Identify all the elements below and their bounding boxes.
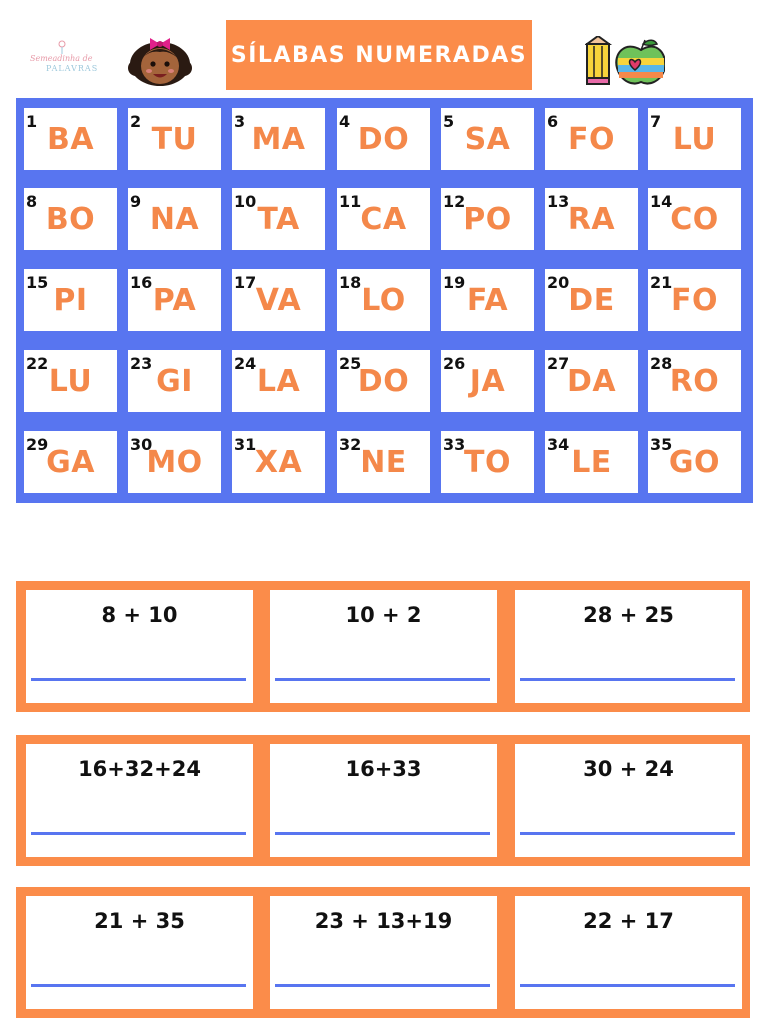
problem-card bbox=[515, 590, 742, 703]
syllable-cell bbox=[545, 431, 638, 493]
syllable-cell bbox=[24, 350, 117, 412]
syllable-number: 21 bbox=[650, 273, 673, 292]
flower-icon bbox=[56, 40, 68, 54]
syllable-cell bbox=[648, 269, 741, 331]
syllable-cell bbox=[128, 269, 221, 331]
syllable-cell bbox=[441, 269, 534, 331]
syllable-cell bbox=[648, 188, 741, 250]
syllable-text: VA bbox=[255, 283, 302, 318]
syllable-number: 26 bbox=[443, 354, 466, 373]
page-title: SÍLABAS NUMERADAS bbox=[230, 42, 528, 68]
syllable-cell bbox=[24, 108, 117, 170]
syllable-cell bbox=[24, 188, 117, 250]
answer-line[interactable] bbox=[275, 832, 490, 835]
syllable-cell bbox=[232, 269, 325, 331]
syllable-text: TU bbox=[151, 122, 198, 157]
syllable-number: 11 bbox=[339, 192, 362, 211]
syllable-cell bbox=[441, 108, 534, 170]
syllable-number: 1 bbox=[26, 112, 38, 131]
syllable-cell bbox=[232, 188, 325, 250]
syllable-text: LO bbox=[361, 283, 406, 318]
answer-line[interactable] bbox=[31, 984, 246, 987]
syllable-text: CO bbox=[670, 202, 719, 237]
answer-line[interactable] bbox=[275, 678, 490, 681]
syllable-text: MA bbox=[251, 122, 306, 157]
syllable-text: PO bbox=[463, 202, 512, 237]
syllable-cell bbox=[337, 350, 430, 412]
syllable-number: 14 bbox=[650, 192, 673, 211]
syllable-text: BO bbox=[45, 202, 96, 237]
syllable-number: 20 bbox=[547, 273, 570, 292]
syllable-cell bbox=[232, 108, 325, 170]
syllable-cell bbox=[24, 431, 117, 493]
syllable-text: GO bbox=[668, 445, 721, 480]
syllable-cell bbox=[545, 188, 638, 250]
syllable-text: LE bbox=[571, 445, 612, 480]
syllable-grid bbox=[16, 98, 753, 503]
problem-expression: 10 + 2 bbox=[345, 603, 422, 627]
problem-row bbox=[16, 581, 750, 712]
problem-card bbox=[515, 896, 742, 1009]
syllable-number: 17 bbox=[234, 273, 257, 292]
problem-card bbox=[270, 896, 497, 1009]
brand-logo bbox=[28, 40, 98, 80]
syllable-number: 13 bbox=[547, 192, 570, 211]
syllable-number: 5 bbox=[443, 112, 455, 131]
syllable-number: 22 bbox=[26, 354, 49, 373]
syllable-number: 19 bbox=[443, 273, 466, 292]
syllable-number: 23 bbox=[130, 354, 153, 373]
syllable-cell bbox=[545, 269, 638, 331]
syllable-number: 32 bbox=[339, 435, 362, 454]
syllable-text: DO bbox=[357, 364, 410, 399]
syllable-number: 28 bbox=[650, 354, 673, 373]
syllable-number: 33 bbox=[443, 435, 466, 454]
syllable-text: FO bbox=[671, 283, 718, 318]
syllable-number: 7 bbox=[650, 112, 662, 131]
syllable-text: NE bbox=[360, 445, 407, 480]
syllable-cell bbox=[441, 188, 534, 250]
answer-line[interactable] bbox=[31, 678, 246, 681]
answer-line[interactable] bbox=[520, 678, 735, 681]
problem-expression: 22 + 17 bbox=[583, 909, 674, 933]
syllable-number: 27 bbox=[547, 354, 570, 373]
syllable-number: 35 bbox=[650, 435, 673, 454]
syllable-number: 30 bbox=[130, 435, 153, 454]
syllable-number: 25 bbox=[339, 354, 362, 373]
syllable-text: MO bbox=[146, 445, 203, 480]
syllable-text: GA bbox=[46, 445, 95, 480]
syllable-number: 16 bbox=[130, 273, 153, 292]
syllable-text: XA bbox=[254, 445, 303, 480]
syllable-cell bbox=[545, 108, 638, 170]
problem-card bbox=[515, 744, 742, 857]
syllable-text: CA bbox=[360, 202, 407, 237]
syllable-cell bbox=[337, 431, 430, 493]
syllable-text: FA bbox=[466, 283, 509, 318]
syllable-cell bbox=[441, 431, 534, 493]
syllable-cell bbox=[337, 188, 430, 250]
syllable-cell bbox=[128, 350, 221, 412]
problem-card bbox=[270, 744, 497, 857]
problem-card bbox=[26, 744, 253, 857]
syllable-cell bbox=[128, 108, 221, 170]
pencil-apple-icon bbox=[585, 36, 665, 88]
syllable-text: LU bbox=[48, 364, 93, 399]
problem-expression: 23 + 13+19 bbox=[314, 909, 453, 933]
problem-card bbox=[270, 590, 497, 703]
problem-expression: 30 + 24 bbox=[583, 757, 674, 781]
syllable-cell bbox=[648, 350, 741, 412]
syllable-cell bbox=[337, 269, 430, 331]
syllable-text: BA bbox=[46, 122, 95, 157]
syllable-text: DO bbox=[357, 122, 410, 157]
syllable-text: JA bbox=[469, 364, 506, 399]
syllable-number: 18 bbox=[339, 273, 362, 292]
syllable-number: 34 bbox=[547, 435, 570, 454]
logo-line-2: PALAVRAS bbox=[46, 64, 99, 73]
syllable-number: 8 bbox=[26, 192, 38, 211]
syllable-text: DE bbox=[568, 283, 615, 318]
answer-line[interactable] bbox=[520, 984, 735, 987]
problem-expression: 16+32+24 bbox=[78, 757, 201, 781]
syllable-text: PA bbox=[152, 283, 197, 318]
syllable-cell bbox=[545, 350, 638, 412]
answer-line[interactable] bbox=[275, 984, 490, 987]
syllable-text: DA bbox=[566, 364, 617, 399]
title-banner bbox=[226, 20, 532, 90]
problem-card bbox=[26, 590, 253, 703]
syllable-text: TO bbox=[464, 445, 511, 480]
syllable-cell bbox=[232, 350, 325, 412]
problem-expression: 21 + 35 bbox=[94, 909, 185, 933]
syllable-text: TA bbox=[257, 202, 300, 237]
answer-line[interactable] bbox=[31, 832, 246, 835]
syllable-text: GI bbox=[156, 364, 193, 399]
syllable-number: 31 bbox=[234, 435, 257, 454]
syllable-number: 9 bbox=[130, 192, 142, 211]
syllable-text: PI bbox=[53, 283, 88, 318]
problem-card bbox=[26, 896, 253, 1009]
problem-expression: 28 + 25 bbox=[583, 603, 674, 627]
syllable-cell bbox=[441, 350, 534, 412]
syllable-number: 2 bbox=[130, 112, 142, 131]
logo-line-1: Semeadinha de bbox=[30, 54, 93, 63]
syllable-number: 24 bbox=[234, 354, 257, 373]
syllable-text: RO bbox=[669, 364, 720, 399]
syllable-text: RA bbox=[567, 202, 616, 237]
syllable-text: NA bbox=[149, 202, 200, 237]
syllable-text: LA bbox=[256, 364, 301, 399]
syllable-cell bbox=[232, 431, 325, 493]
girl-face-icon bbox=[128, 34, 192, 88]
problem-row bbox=[16, 735, 750, 866]
problem-expression: 16+33 bbox=[345, 757, 422, 781]
syllable-number: 12 bbox=[443, 192, 466, 211]
syllable-cell bbox=[24, 269, 117, 331]
syllable-number: 3 bbox=[234, 112, 246, 131]
syllable-cell bbox=[648, 108, 741, 170]
syllable-number: 15 bbox=[26, 273, 49, 292]
syllable-number: 4 bbox=[339, 112, 351, 131]
problem-expression: 8 + 10 bbox=[101, 603, 178, 627]
syllable-text: SA bbox=[464, 122, 511, 157]
syllable-cell bbox=[128, 431, 221, 493]
syllable-text: LU bbox=[672, 122, 717, 157]
syllable-number: 10 bbox=[234, 192, 257, 211]
syllable-cell bbox=[128, 188, 221, 250]
answer-line[interactable] bbox=[520, 832, 735, 835]
problem-row bbox=[16, 887, 750, 1018]
syllable-number: 6 bbox=[547, 112, 559, 131]
syllable-number: 29 bbox=[26, 435, 49, 454]
syllable-cell bbox=[337, 108, 430, 170]
syllable-cell bbox=[648, 431, 741, 493]
syllable-text: FO bbox=[568, 122, 615, 157]
